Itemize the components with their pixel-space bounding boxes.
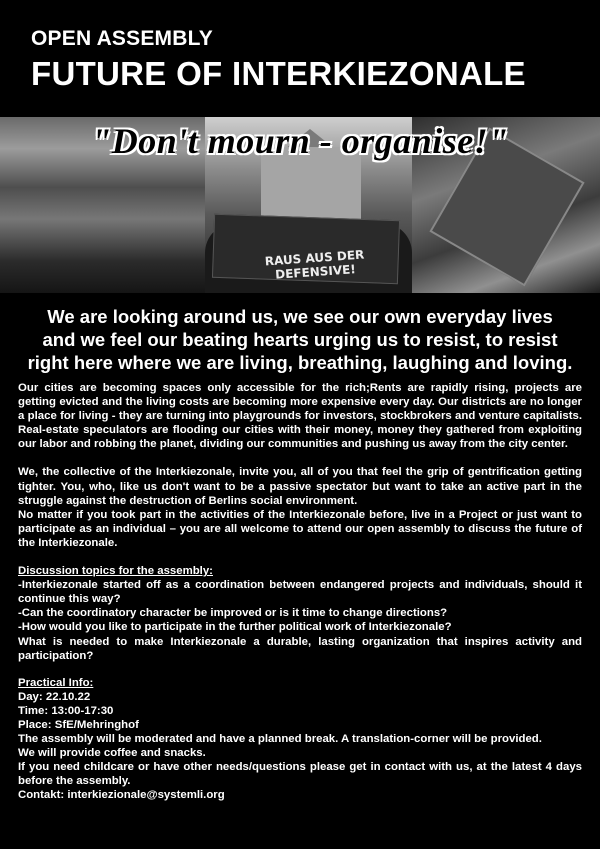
lead-line: We are looking around us, we see our own everyday lives (47, 306, 553, 327)
headline: FUTURE OF INTERKIEZONALE (31, 55, 526, 92)
discussion-item: -How would you like to participate in the further political work of Interkiezonale? (18, 621, 452, 634)
paragraph-cities: Our cities are becoming spaces only accessible for the rich;Rents are rapidly rising, projects are getting evicted and the living costs are becoming more expensive every day. Our districts are no longer a place for living - they are turning into playgrounds for investors, stockbrokers and venture capitalists. Real-estate speculators are flooding our cities with their money, money they gathered from exploiting our labor and robbing the planet, dividing our communities and pushing us away from the city center. (18, 382, 582, 451)
paragraph-welcome: No matter if you took part in the activities of the Interkiezonale before, live in a Project or just want to participate as an individual – you are all welcome to attend our open assembly to discuss the future of the Interkiezonale. (18, 508, 582, 549)
protest-banner-text: RAUS AUS DER DEFENSIVE! (264, 247, 365, 282)
lead-text (0, 305, 600, 374)
discussion-heading: Discussion topics for the assembly: (18, 565, 213, 578)
contact-email: Contakt: interkiezionale@systemli.org (18, 789, 225, 802)
practical-day: Day: 22.10.22 (18, 690, 91, 703)
discussion-item: -Interkiezonale started off as a coordination between endangered projects and individuals, should it continue this way? (18, 579, 582, 606)
practical-heading: Practical Info: (18, 676, 94, 689)
lead-line: right here where we are living, breathing, laughing and loving. (27, 352, 573, 373)
practical-snacks: We will provide coffee and snacks. (18, 747, 206, 760)
practical-time: Time: 13:00-17:30 (18, 704, 114, 717)
slogan: "Don't mourn - organise!" (91, 121, 509, 161)
lead-line: and we feel our beating hearts urging us to resist, to resist (42, 329, 558, 350)
kicker-title: OPEN ASSEMBLY (31, 27, 213, 50)
body-text (18, 381, 582, 803)
practical-place: Place: SfE/Mehringhof (18, 718, 139, 731)
practical-moderation: The assembly will be moderated and have a planned break. A translation-corner will be provided. (18, 733, 542, 746)
paragraph-invite: We, the collective of the Interkiezonale, invite you, all of you that feel the grip of gentrification getting tighter. You, who, like us don't want to be a passive spectator but want to take an active part in the struggle against the destruction of Berlins social environment. (18, 466, 582, 507)
discussion-item: What is needed to make Interkiezonale a durable, lasting organization that inspires activity and participation? (18, 635, 582, 662)
practical-childcare: If you need childcare or have other needs/questions please get in contact with us, at the latest 4 days before the assembly. (18, 761, 582, 788)
discussion-item: -Can the coordinatory character be improved or is it time to change directions? (18, 607, 448, 620)
